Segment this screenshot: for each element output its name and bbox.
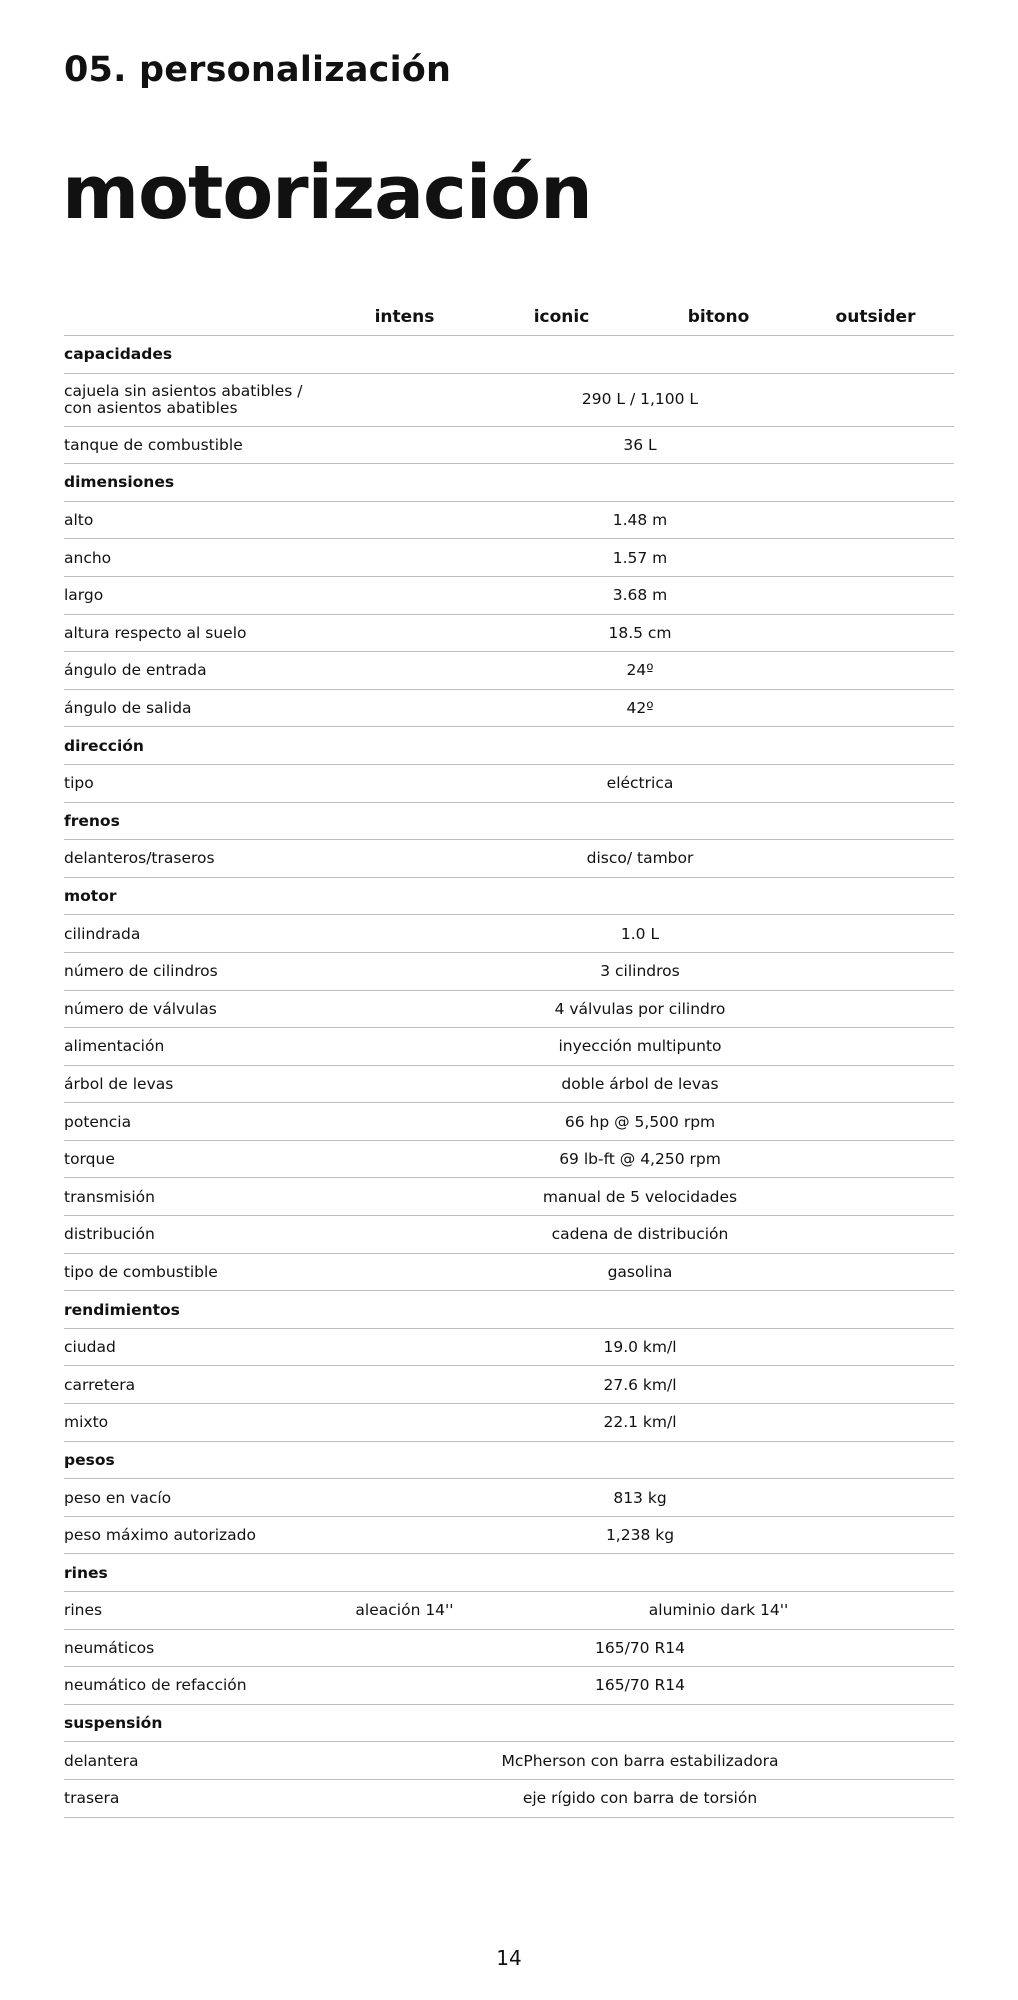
row-label: mixto [64, 1404, 326, 1442]
row-value: 42º [326, 689, 954, 727]
row-label: potencia [64, 1103, 326, 1141]
row-label: ángulo de entrada [64, 652, 326, 690]
row-label: ancho [64, 539, 326, 577]
row-label: peso en vacío [64, 1479, 326, 1517]
table-group-row [64, 802, 954, 840]
table-row [64, 689, 954, 727]
table-group-row [64, 727, 954, 765]
group-label: dirección [64, 727, 954, 765]
spec-table [64, 298, 954, 1818]
section-heading: 05. personalización [64, 50, 452, 90]
table-row [64, 1028, 954, 1066]
row-label: largo [64, 576, 326, 614]
table-row [64, 1516, 954, 1554]
row-value: eléctrica [326, 764, 954, 802]
table-group-row [64, 1554, 954, 1592]
row-value: McPherson con barra estabilizadora [326, 1742, 954, 1780]
row-value: doble árbol de levas [326, 1065, 954, 1103]
row-value: 66 hp @ 5,500 rpm [326, 1103, 954, 1141]
row-value: 3 cilindros [326, 952, 954, 990]
table-row [64, 426, 954, 464]
table-row [64, 373, 954, 426]
page-number: 14 [496, 1946, 522, 1970]
row-value: 290 L / 1,100 L [326, 373, 954, 426]
row-label: neumático de refacción [64, 1667, 326, 1705]
table-group-row [64, 336, 954, 374]
row-label: ángulo de salida [64, 689, 326, 727]
table-group-row [64, 1441, 954, 1479]
table-group-row [64, 1291, 954, 1329]
page-title: motorización [62, 150, 592, 236]
table-row [64, 576, 954, 614]
table-row [64, 1404, 954, 1442]
row-label: alto [64, 501, 326, 539]
row-value: eje rígido con barra de torsión [326, 1779, 954, 1817]
row-value: 1.57 m [326, 539, 954, 577]
row-label: tipo [64, 764, 326, 802]
row-label: ciudad [64, 1328, 326, 1366]
table-group-row [64, 1704, 954, 1742]
row-label: alimentación [64, 1028, 326, 1066]
row-label: peso máximo autorizado [64, 1516, 326, 1554]
row-label: torque [64, 1140, 326, 1178]
table-group-row [64, 877, 954, 915]
row-label: carretera [64, 1366, 326, 1404]
row-value: 813 kg [326, 1479, 954, 1517]
row-label: cajuela sin asientos abatibles / con asientos abatibles [64, 373, 326, 426]
group-label: rines [64, 1554, 954, 1592]
row-label: tanque de combustible [64, 426, 326, 464]
row-label: árbol de levas [64, 1065, 326, 1103]
row-value: cadena de distribución [326, 1216, 954, 1254]
table-row [64, 501, 954, 539]
row-label: número de cilindros [64, 952, 326, 990]
table-row [64, 1779, 954, 1817]
row-value: 1.48 m [326, 501, 954, 539]
row-label: altura respecto al suelo [64, 614, 326, 652]
table-row [64, 840, 954, 878]
row-value: 19.0 km/l [326, 1328, 954, 1366]
table-row [64, 1065, 954, 1103]
row-value: 22.1 km/l [326, 1404, 954, 1442]
table-row [64, 652, 954, 690]
row-label: rines [64, 1592, 326, 1630]
row-label: trasera [64, 1779, 326, 1817]
row-value: gasolina [326, 1253, 954, 1291]
table-row [64, 1103, 954, 1141]
row-label: número de válvulas [64, 990, 326, 1028]
row-value: 27.6 km/l [326, 1366, 954, 1404]
row-value: 69 lb-ft @ 4,250 rpm [326, 1140, 954, 1178]
row-value-others: aluminio dark 14'' [483, 1592, 954, 1630]
row-value: 4 válvulas por cilindro [326, 990, 954, 1028]
row-value: 18.5 cm [326, 614, 954, 652]
table-row [64, 1667, 954, 1705]
row-label: distribución [64, 1216, 326, 1254]
row-label: delantera [64, 1742, 326, 1780]
row-label: delanteros/traseros [64, 840, 326, 878]
group-label: capacidades [64, 336, 954, 374]
table-row [64, 614, 954, 652]
row-value: 3.68 m [326, 576, 954, 614]
column-header: bitono [640, 298, 797, 336]
row-label: cilindrada [64, 915, 326, 953]
row-value: 165/70 R14 [326, 1667, 954, 1705]
column-header: outsider [797, 298, 954, 336]
table-row [64, 952, 954, 990]
spec-table-body [64, 336, 954, 1818]
group-label: motor [64, 877, 954, 915]
table-header-row [64, 298, 954, 336]
row-value: disco/ tambor [326, 840, 954, 878]
table-row [64, 1178, 954, 1216]
header-blank [64, 298, 326, 336]
table-row [64, 1629, 954, 1667]
table-row [64, 1592, 954, 1630]
row-value: 1.0 L [326, 915, 954, 953]
row-label: neumáticos [64, 1629, 326, 1667]
table-row [64, 990, 954, 1028]
table-row [64, 539, 954, 577]
group-label: suspensión [64, 1704, 954, 1742]
column-header: iconic [483, 298, 640, 336]
table-row [64, 1328, 954, 1366]
table-group-row [64, 464, 954, 502]
row-label: transmisión [64, 1178, 326, 1216]
row-value: 1,238 kg [326, 1516, 954, 1554]
table-row [64, 1479, 954, 1517]
group-label: pesos [64, 1441, 954, 1479]
group-label: frenos [64, 802, 954, 840]
row-value: 24º [326, 652, 954, 690]
row-value-intens: aleación 14'' [326, 1592, 483, 1630]
row-value: 36 L [326, 426, 954, 464]
table-row [64, 1140, 954, 1178]
table-row [64, 764, 954, 802]
group-label: dimensiones [64, 464, 954, 502]
group-label: rendimientos [64, 1291, 954, 1329]
row-label: tipo de combustible [64, 1253, 326, 1291]
table-row [64, 1216, 954, 1254]
table-row [64, 1253, 954, 1291]
row-value: 165/70 R14 [326, 1629, 954, 1667]
column-header: intens [326, 298, 483, 336]
table-row [64, 1366, 954, 1404]
row-value: manual de 5 velocidades [326, 1178, 954, 1216]
table-row [64, 1742, 954, 1780]
row-value: inyección multipunto [326, 1028, 954, 1066]
table-row [64, 915, 954, 953]
